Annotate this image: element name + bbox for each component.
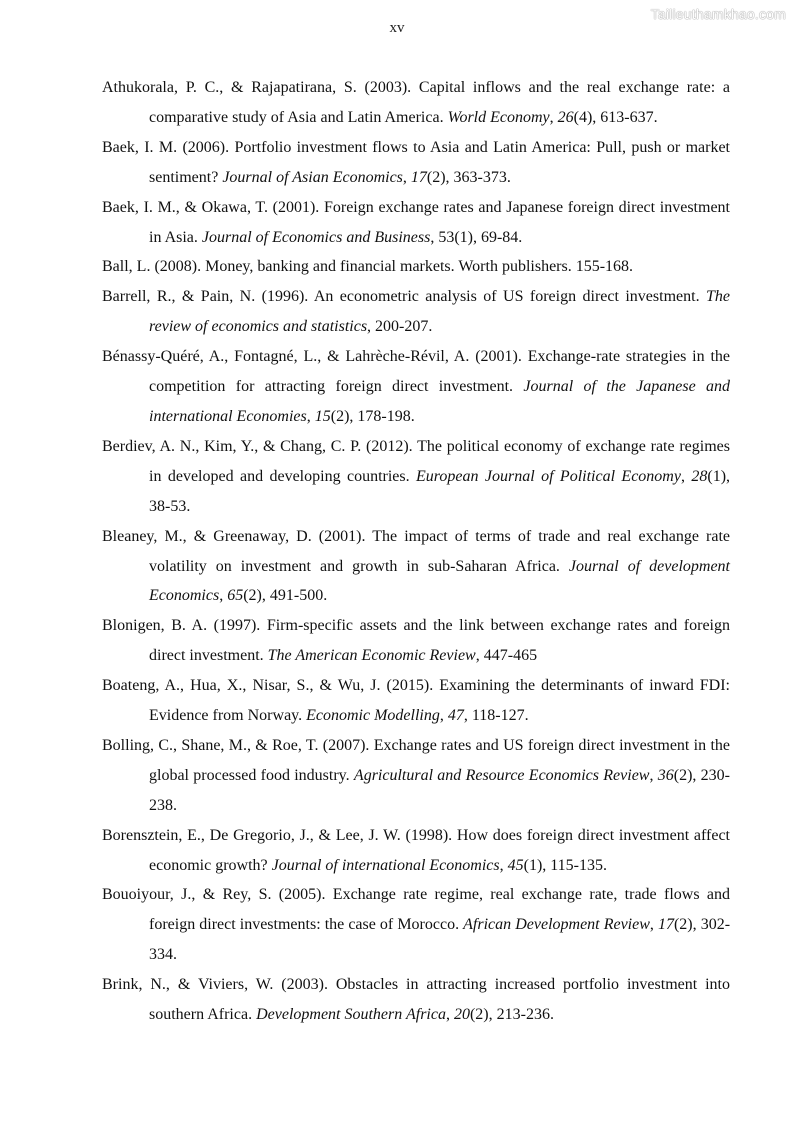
reference-volume: 28 xyxy=(691,467,708,485)
reference-entry xyxy=(102,731,730,821)
reference-volume: 15 xyxy=(314,407,331,425)
reference-text: Brink, N., & Viviers, W. (2003). Obstacles in attracting increased portfolio investment into southern Africa. xyxy=(102,976,730,1024)
reference-text: , xyxy=(649,916,658,934)
reference-text: Borensztein, E., De Gregorio, J., & Lee, J. W. (1998). How does foreign direct investment affect economic growth? xyxy=(102,826,730,874)
reference-entry xyxy=(102,970,730,1030)
reference-text: , 118-127. xyxy=(463,707,529,725)
reference-journal: African Development Review xyxy=(463,916,650,934)
reference-entry xyxy=(102,342,730,432)
reference-entry xyxy=(102,193,730,253)
reference-text: (2), 491-500. xyxy=(243,587,328,605)
reference-text: , xyxy=(680,467,692,485)
reference-text: , xyxy=(649,766,658,784)
reference-text: (2), 230-238. xyxy=(149,766,731,814)
reference-text: Boateng, A., Hua, X., Nisar, S., & Wu, J. (2015). Examining the determinants of inward FDI: Evidence from Norway. xyxy=(102,677,730,725)
reference-entry xyxy=(102,432,730,522)
reference-journal: The American Economic Review xyxy=(267,647,476,665)
reference-text: , 200-207. xyxy=(367,318,433,336)
reference-entry xyxy=(102,252,730,282)
reference-text: (2), 178-198. xyxy=(330,407,415,425)
reference-text: Bouoiyour, J., & Rey, S. (2005). Exchange rate regime, real exchange rate, trade flows and foreign direct investments: the case of Morocco. xyxy=(102,886,730,934)
page-number: xv xyxy=(389,20,405,36)
reference-entry xyxy=(102,821,730,881)
reference-entry xyxy=(102,282,730,342)
reference-entry xyxy=(102,671,730,731)
reference-text: , 447-465 xyxy=(475,647,538,665)
reference-journal: Agricultural and Resource Economics Review xyxy=(353,766,650,784)
reference-journal: World Economy xyxy=(447,108,550,126)
reference-journal: The review of economics and statistics xyxy=(149,288,730,336)
reference-text: Athukorala, P. C., & Rajapatirana, S. (2003). Capital inflows and the real exchange rate: a comparative study of Asia and Latin America. xyxy=(102,79,730,126)
reference-entry xyxy=(102,522,730,612)
reference-entry xyxy=(102,133,730,193)
reference-text: , xyxy=(445,1006,454,1024)
reference-text: Bleaney, M., & Greenaway, D. (2001). The impact of terms of trade and real exchange rate volatility on investment and growth in sub-Saharan Africa. xyxy=(102,527,730,575)
reference-text: , xyxy=(402,168,411,186)
reference-journal: Journal of Asian Economics xyxy=(222,168,403,186)
reference-text: (1), 38-53. xyxy=(149,467,731,515)
reference-text: (2), 363-373. xyxy=(426,168,511,186)
reference-text: (1), 115-135. xyxy=(523,856,607,874)
reference-text: Baek, I. M. (2006). Portfolio investment flows to Asia and Latin America: Pull, push or market sentiment? xyxy=(102,138,730,186)
reference-journal: Journal of development Economics xyxy=(149,557,730,605)
reference-text: Berdiev, A. N., Kim, Y., & Chang, C. P. (2012). The political economy of exchange rate regimes in developed and developing countries. xyxy=(102,437,730,485)
reference-volume: 45 xyxy=(507,856,524,874)
reference-entry xyxy=(102,73,730,133)
reference-text: , xyxy=(306,407,315,425)
reference-text: Blonigen, B. A. (1997). Firm-specific assets and the link between exchange rates and foreign direct investment. xyxy=(102,617,730,665)
reference-journal: Journal of the Japanese and international Economies xyxy=(149,378,730,425)
reference-volume: 26 xyxy=(557,108,574,126)
reference-text: Baek, I. M., & Okawa, T. (2001). Foreign exchange rates and Japanese foreign direct investment in Asia. xyxy=(102,198,730,246)
reference-list xyxy=(102,73,730,1030)
reference-text: Barrell, R., & Pain, N. (1996). An econometric analysis of US foreign direct investment. xyxy=(102,288,706,306)
watermark-text: Tailieuthamkhao.com xyxy=(650,6,786,22)
reference-text: (2), 213-236. xyxy=(469,1006,554,1024)
reference-journal: Journal of Economics and Business xyxy=(201,228,431,246)
reference-text: (2), 302-334. xyxy=(149,916,731,964)
reference-text: , xyxy=(499,856,508,874)
reference-text: , 53(1), 69-84. xyxy=(430,228,523,246)
reference-entry xyxy=(102,880,730,970)
reference-text: Ball, L. (2008). Money, banking and financial markets. Worth publishers. 155-168. xyxy=(102,258,634,276)
reference-volume: 17 xyxy=(657,916,674,934)
reference-entry xyxy=(102,611,730,671)
reference-journal: Development Southern Africa xyxy=(256,1006,446,1024)
reference-journal: Journal of international Economics xyxy=(271,856,500,874)
reference-volume: 17 xyxy=(410,168,427,186)
reference-text: , xyxy=(549,108,558,126)
reference-text: (4), 613-637. xyxy=(573,108,658,126)
reference-text: Bolling, C., Shane, M., & Roe, T. (2007). Exchange rates and US foreign direct investment in the global processed food industry. xyxy=(102,736,730,784)
reference-volume: 20 xyxy=(453,1006,470,1024)
reference-journal: European Journal of Political Economy xyxy=(416,467,681,485)
reference-volume: 36 xyxy=(657,766,674,784)
reference-journal: Economic Modelling xyxy=(306,707,440,725)
reference-text: Bénassy-Quéré, A., Fontagné, L., & Lahrèche-Révil, A. (2001). Exchange-rate strategies in the competition for attracting foreign direct investment. xyxy=(102,348,730,396)
reference-text: , xyxy=(439,707,448,725)
reference-volume: 47 xyxy=(447,707,464,725)
reference-text: , xyxy=(219,587,228,605)
reference-volume: 65 xyxy=(227,587,244,605)
